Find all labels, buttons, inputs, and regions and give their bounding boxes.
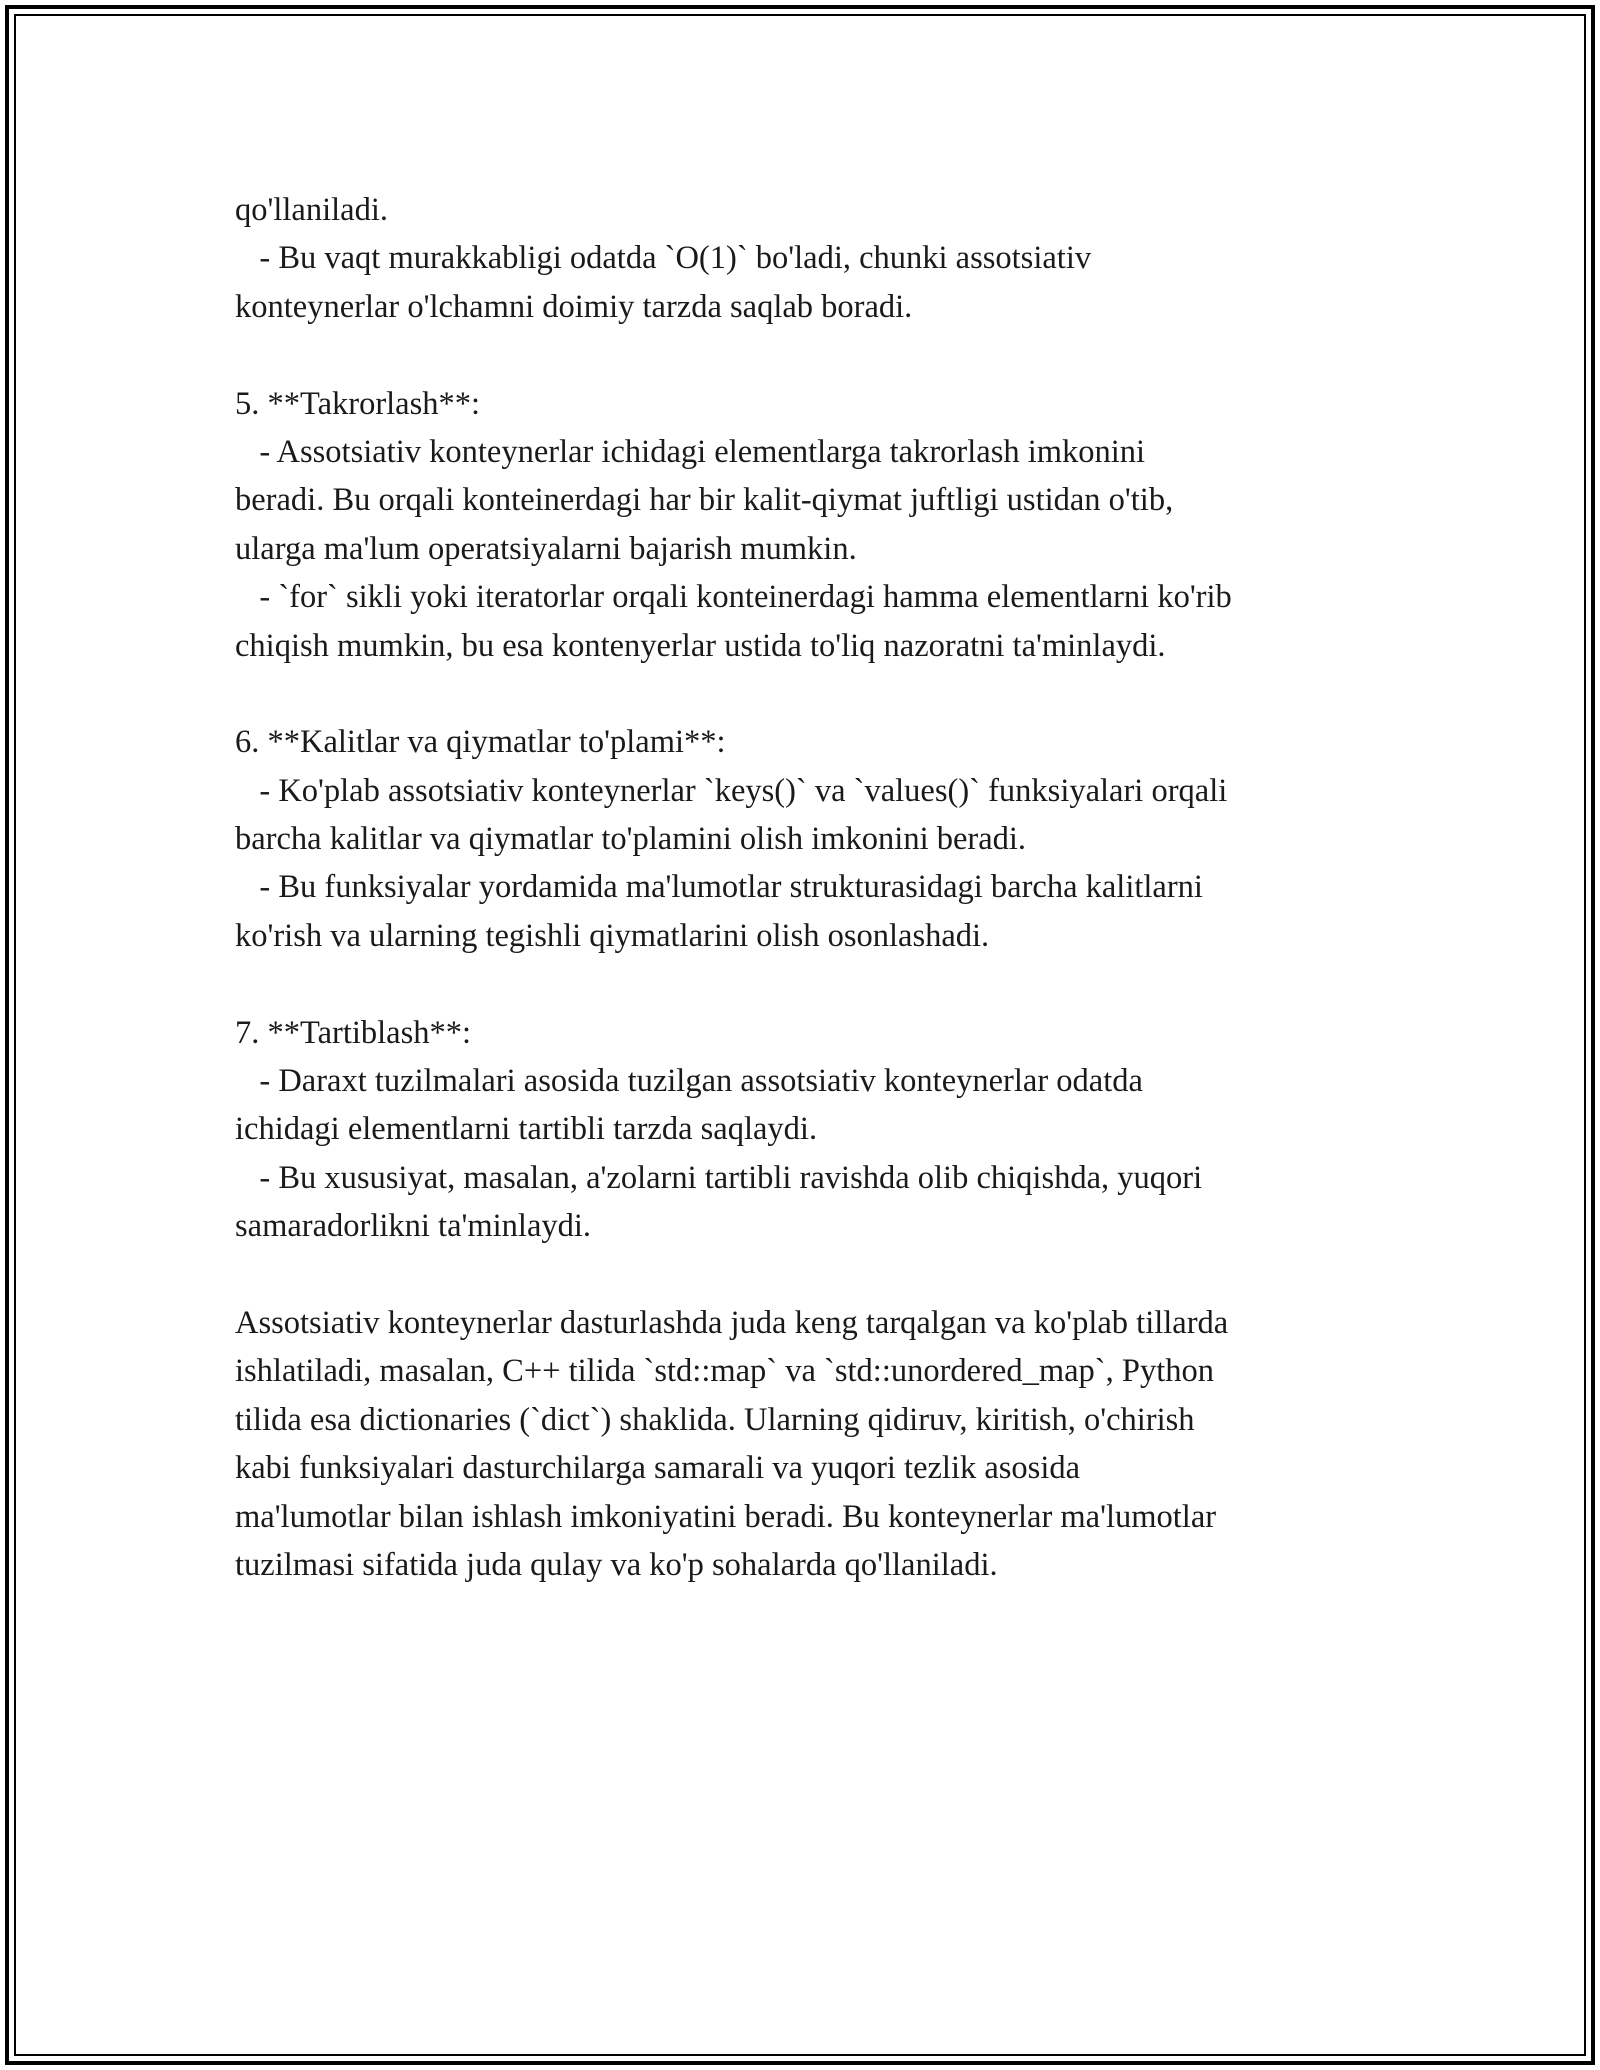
text-line: konteynerlar o'lchamni doimiy tarzda saqlab boradi. <box>235 288 913 325</box>
blank-line <box>235 1251 1395 1299</box>
text-line: tilida esa dictionaries (`dict`) shaklida. Ularning qidiruv, kiritish, o'chirish <box>235 1401 1195 1438</box>
text-line: barcha kalitlar va qiymatlar to'plamini olish imkonini beradi. <box>235 821 1027 858</box>
text-line: - `for` sikli yoki iteratorlar orqali konteinerdagi hamma elementlarni ko'rib <box>235 579 1232 616</box>
text-line: - Bu vaqt murakkabligi odatda `O(1)` bo'ladi, chunki assotsiativ <box>235 240 1092 277</box>
text-line: - Bu funksiyalar yordamida ma'lumotlar strukturasidagi barcha kalitlarni <box>235 869 1203 906</box>
text-line: ichidagi elementlarni tartibli tarzda saqlaydi. <box>235 1111 818 1148</box>
blank-line <box>235 960 1395 1008</box>
text-line: - Daraxt tuzilmalari asosida tuzilgan assotsiativ konteynerlar odatda <box>235 1063 1143 1100</box>
section-heading: 7. **Tartiblash**: <box>235 1014 472 1051</box>
blank-line <box>235 670 1395 718</box>
text-line: chiqish mumkin, bu esa kontenyerlar ustida to'liq nazoratni ta'minlaydi. <box>235 627 1166 664</box>
text-line: ishlatiladi, masalan, C++ tilida `std::map` va `std::unordered_map`, Python <box>235 1353 1214 1390</box>
text-line: ko'rish va ularning tegishli qiymatlarini olish osonlashadi. <box>235 917 990 954</box>
text-line: ularga ma'lum operatsiyalarni bajarish mumkin. <box>235 530 857 567</box>
text-line: beradi. Bu orqali konteinerdagi har bir kalit-qiymat juftligi ustidan o'tib, <box>235 482 1174 519</box>
text-line: kabi funksiyalari dasturchilarga samarali va yuqori tezlik asosida <box>235 1450 1081 1487</box>
text-line: - Assotsiativ konteynerlar ichidagi elementlarga takrorlash imkonini <box>235 433 1146 470</box>
section-heading: 6. **Kalitlar va qiymatlar to'plami**: <box>235 724 726 761</box>
text-line: Assotsiativ konteynerlar dasturlashda juda keng tarqalgan va ko'plab tillarda <box>235 1304 1229 1341</box>
text-line: tuzilmasi sifatida juda qulay va ko'p sohalarda qo'llaniladi. <box>235 1546 998 1583</box>
text-line: qo'llaniladi. <box>235 192 388 228</box>
section-heading: 5. **Takrorlash**: <box>235 385 481 422</box>
blank-line <box>235 331 1395 379</box>
document-body <box>235 186 1395 1589</box>
text-line: - Bu xususiyat, masalan, a'zolarni tartibli ravishda olib chiqishda, yuqori <box>235 1159 1203 1196</box>
text-line: ma'lumotlar bilan ishlash imkoniyatini beradi. Bu konteynerlar ma'lumotlar <box>235 1498 1217 1535</box>
text-line: samaradorlikni ta'minlaydi. <box>235 1208 592 1245</box>
text-line: - Ko'plab assotsiativ konteynerlar `keys()` va `values()` funksiyalari orqali <box>235 772 1228 809</box>
